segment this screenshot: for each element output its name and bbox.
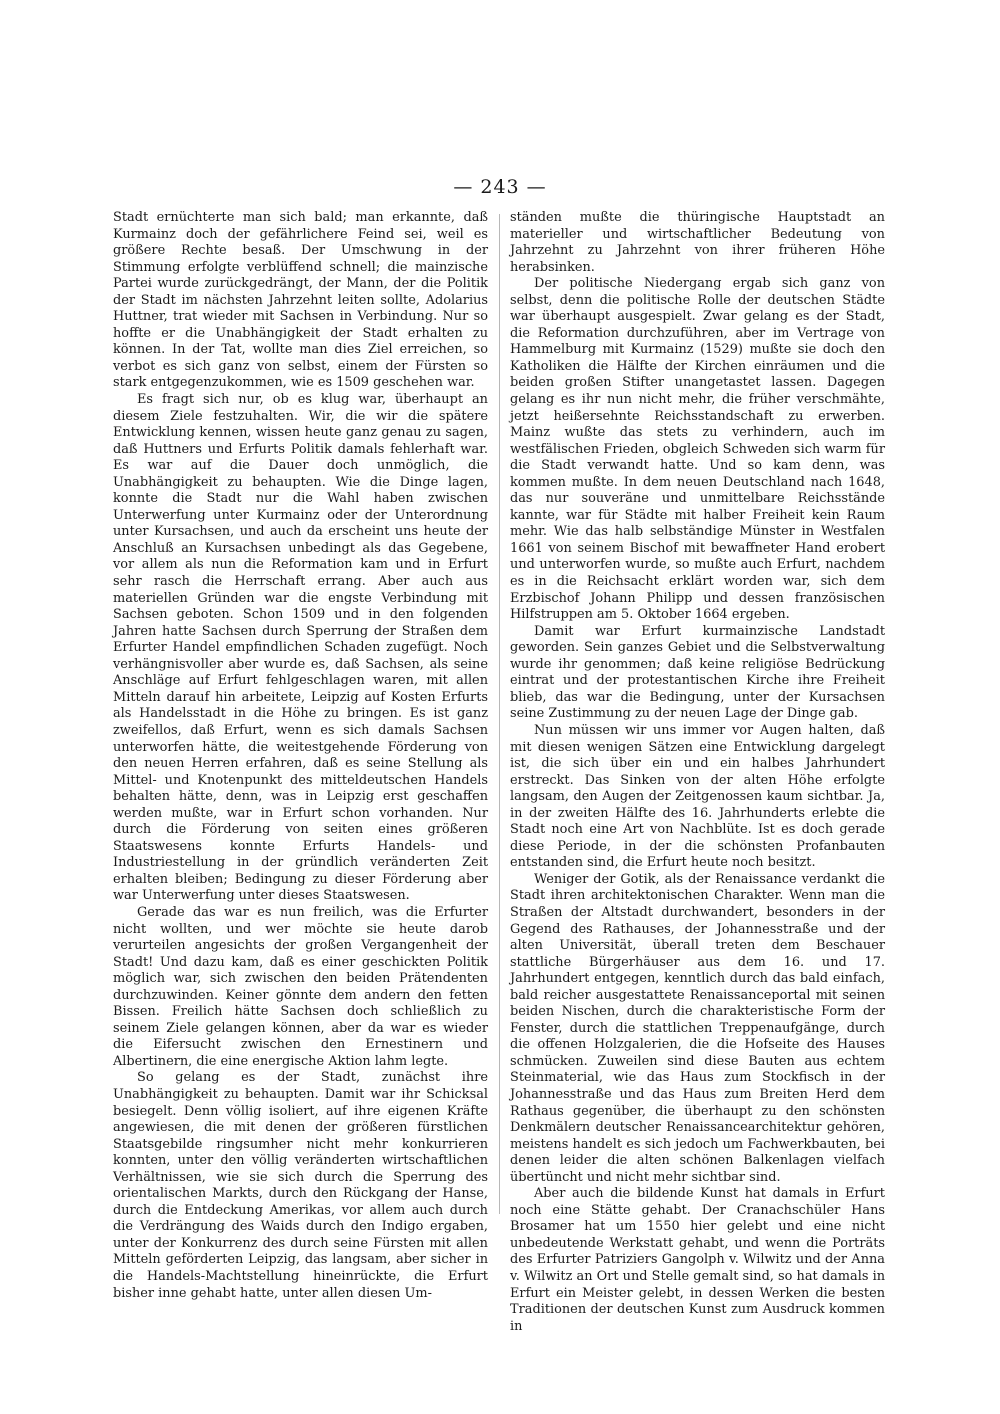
- paragraph: Nun müssen wir uns immer vor Augen halten, daß mit diesen wenigen Sätzen eine Entwicklung dargelegt ist, die sich über ein und ein halbes Jahrhundert erstreckt. Das Sinken von der alten Höhe erfolgte langsam, den Augen der Zeitgenossen kaum sichtbar. Ja, in der zweiten Hälfte des 16. Jahrhunderts erlebte die Stadt noch eine Art von Nachblüte. Ist es doch gerade diese Periode, in der die schönsten Profanbauten entstanden sind, die Erfurt heute noch besitzt.: [510, 722, 885, 871]
- paragraph: Gerade das war es nun freilich, was die Erfurter nicht wollten, und wer möchte sie heute darob verurteilen angesichts der großen Vergangenheit der Stadt! Und dazu kam, daß es einer geschickten Politik möglich war, sich zwischen den beiden Prätendenten durchzuwinden. Keiner gönnte dem andern den fetten Bissen. Freilich hätte Sachsen doch schließlich zu seinem Ziele gelangen können, aber da war es wieder die Eifersucht zwischen den Ernestinern und Albertinern, die eine energische Aktion lahm legte.: [113, 904, 488, 1069]
- left-text-column: [113, 210, 488, 1302]
- paragraph: Der politische Niedergang ergab sich ganz von selbst, denn die politische Rolle der deutschen Städte war überhaupt ausgespielt. Zwar gelang es der Stadt, die Reformation durchzuführen, aber im Vertrage von Hammelburg mit Kurmainz (1529) mußte sie doch den Katholiken die Hälfte der Kirchen einräumen und die beiden großen Stifter unangetastet lassen. Dagegen gelang es ihr nun nicht mehr, die früher verschmähte, jetzt heißersehnte Reichsstandschaft zu erwerben. Mainz wußte das stets zu verhindern, auch im westfälischen Frieden, obgleich Schweden sich warm für die Stadt verwandt hatte. Und so kam denn, was kommen mußte. In dem neuen Deutschland nach 1648, das nur souveräne und unmittelbare Reichsstände kannte, war für Städte mit halber Freiheit kein Raum mehr. Wie das halb selbständige Münster in Westfalen 1661 von seinem Bischof mit bewaffneter Hand erobert und unterworfen wurde, so mußte auch Erfurt, nachdem es in die Reichsacht erklärt worden war, sich dem Erzbischof Johann Philipp und dessen französischen Hilfstruppen am 5. Oktober 1664 ergeben.: [510, 276, 885, 623]
- paragraph: ständen mußte die thüringische Hauptstadt an materieller und wirtschaftlicher Bedeutung von Jahrzehnt zu Jahrzehnt von ihrer früheren Höhe herabsinken.: [510, 210, 885, 275]
- paragraph: Es fragt sich nur, ob es klug war, überhaupt an diesem Ziele festzuhalten. Wir, die wir die spätere Entwicklung kennen, wissen heute ganz genau zu sagen, daß Huttners und Erfurts Politik damals fehlerhaft war. Es war auf die Dauer doch unmöglich, die Unabhängigkeit zu behaupten. Wie die Dinge lagen, konnte die Stadt nur die Wahl haben zwischen Unterwerfung unter Kurmainz oder der Unterordnung unter Kursachsen, und auch da erscheint uns heute der Anschluß an Kursachsen unbedingt als das Gegebene, vor allem als nun die Reformation kam und in Erfurt sehr rasch die Herrschaft errang. Aber auch aus materiellen Gründen war die engste Verbindung mit Sachsen geboten. Schon 1509 und in den folgenden Jahren hatte Sachsen durch Sperrung der Straßen dem Erfurter Handel empfindlichen Schaden zugefügt. Noch verhängnisvoller aber wurde es, daß Sachsen, als seine Anschläge auf Erfurt fehlgeschlagen waren, mit allen Mitteln darauf hin arbeitete, Leipzig auf Kosten Erfurts als Handelsstadt in die Höhe zu bringen. Es ist ganz zweifellos, daß Erfurt, wenn es sich damals Sachsen unterworfen hätte, die weitestgehende Förderung von den neuen Herren erfahren, daß es seine Stellung als Mittel- und Knotenpunkt des mitteldeutschen Handels behalten hätte, denn, was in Leipzig erst geschaffen werden mußte, war in Erfurt schon vorhanden. Nur durch die Förderung von seiten eines größeren Staatswesens konnte Erfurts Handels- und Industriestellung in der gründlich veränderten Zeit erhalten bleiben; Bedingung zu dieser Förderung aber war Unterwerfung unter dieses Staatswesen.: [113, 392, 488, 904]
- paragraph: Damit war Erfurt kurmainzische Landstadt geworden. Sein ganzes Gebiet und die Selbstverwaltung wurde ihr genommen; daß keine religiöse Bedrückung eintrat und der protestantischen Kirche ihre Freiheit blieb, das war die Bedingung, unter der Kursachsen seine Zustimmung zu der neuen Lage der Dinge gab.: [510, 623, 885, 722]
- paragraph: So gelang es der Stadt, zunächst ihre Unabhängigkeit zu behaupten. Damit war ihr Schicksal besiegelt. Denn völlig isoliert, auf ihre eigenen Kräfte angewiesen, die mit denen der größeren fürstlichen Staatsgebilde ringsumher nicht mehr konkurrieren konnten, unter den völlig veränderten wirtschaftlichen Verhältnissen, wie sie sich durch die Sperrung des orientalischen Markts, durch den Rückgang der Hanse, durch die Entdeckung Amerikas, vor allem auch durch die Verdrängung des Waids durch den Indigo ergaben, unter der Konkurrenz des durch seine Fürsten mit allen Mitteln geförderten Leipzig, das langsam, aber sicher in die Handels-Machtstellung hineinrückte, die Erfurt bisher inne gehabt hatte, unter allen diesen Um-: [113, 1070, 488, 1301]
- paragraph: Stadt ernüchterte man sich bald; man erkannte, daß Kurmainz doch der gefährlichere Feind sei, weil es größere Rechte besaß. Der Umschwung in der Stimmung erfolgte verblüffend schnell; die mainzische Partei wurde zurückgedrängt, der Mann, der die Politik der Stadt im nächsten Jahrzehnt leiten sollte, Adolarius Huttner, trat wieder mit Sachsen in Verbindung. Nur so hoffte er die Unabhängigkeit der Stadt erhalten zu können. In der Tat, wollte man dies Ziel erreichen, so verbot es sich ganz von selbst, einem der Fürsten so stark entgegenzukommen, wie es 1509 geschehen war.: [113, 210, 488, 391]
- paragraph: Aber auch die bildende Kunst hat damals in Erfurt noch eine Stätte gehabt. Der Cranachschüler Hans Brosamer hat um 1550 hier gelebt und eine nicht unbedeutende Werkstatt gehabt, und wenn die Porträts des Erfurter Patriziers Gangolph v. Wilwitz und der Anna v. Wilwitz an Ort und Stelle gemalt sind, so hat damals in Erfurt ein Meister gelebt, in dessen Werken die besten Traditionen der deutschen Kunst zum Ausdruck kommen in: [510, 1186, 885, 1334]
- paragraph: Weniger der Gotik, als der Renaissance verdankt die Stadt ihren architektonischen Charakter. Wenn man die Straßen der Altstadt durchwandert, besonders in der Gegend des Rathauses, der Johannesstraße und der alten Universität, überall treten dem Beschauer stattliche Bürgerhäuser aus dem 16. und 17. Jahrhundert entgegen, kenntlich durch das bald einfach, bald reicher ausgestattete Renaissanceportal mit seinen beiden Nischen, durch die charakteristische Form der Fenster, durch die stattlichen Treppenaufgänge, durch die offenen Holzgalerien, die die Hofseite des Hauses schmücken. Zuweilen sind diese Bauten aus echtem Steinmaterial, wie das Haus zum Stockfisch in der Johannesstraße und das Haus zum Breiten Herd dem Rathaus gegenüber, die überhaupt zu den schönsten Denkmälern deutscher Renaissancearchitektur gehören, meistens handelt es sich jedoch um Fachwerkbauten, bei denen leider die alten schönen Balkenlagen vielfach übertüncht und nicht mehr sichtbar sind.: [510, 871, 885, 1185]
- page-number: — 243 —: [453, 176, 547, 198]
- right-text-column: [510, 210, 885, 1335]
- column-divider: [499, 214, 500, 1214]
